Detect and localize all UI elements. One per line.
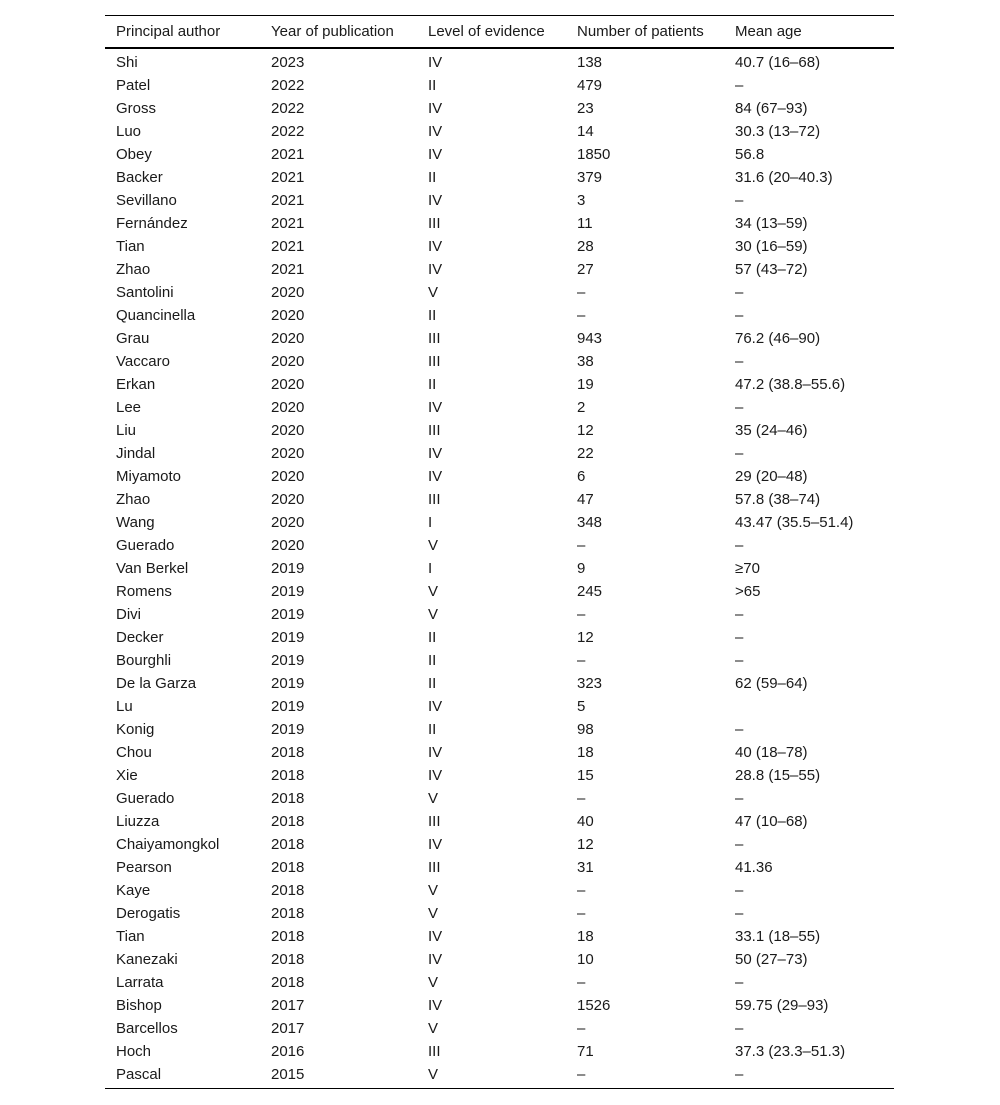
mean-age-cell: 30 (16–59) (735, 238, 808, 255)
author-cell: Gross (116, 100, 157, 117)
year-cell: 2017 (271, 1020, 305, 1037)
evidence-level-cell: IV (428, 54, 443, 71)
table-row (105, 718, 894, 741)
mean-age-cell: 84 (67–93) (735, 100, 808, 117)
mean-age-cell: 76.2 (46–90) (735, 330, 821, 347)
author-cell: Chaiyamongkol (116, 836, 220, 853)
mean-age-cell (724, 695, 894, 718)
mean-age-cell: 37.3 (23.3–51.3) (735, 1043, 846, 1060)
mean-age-cell: – (735, 1020, 744, 1037)
mean-age-cell: – (735, 399, 744, 416)
year-cell: 2020 (271, 307, 305, 324)
evidence-level-cell: V (428, 974, 439, 991)
mean-age-cell: 62 (59–64) (735, 675, 808, 692)
table-row (105, 557, 894, 580)
patients-cell: – (577, 905, 586, 922)
author-cell: Shi (116, 54, 138, 71)
patients-cell: 28 (577, 238, 594, 255)
author-cell: Xie (116, 767, 138, 784)
year-cell: 2015 (271, 1066, 305, 1083)
year-cell: 2021 (271, 169, 305, 186)
mean-age-cell: – (735, 790, 744, 807)
author-cell: Zhao (116, 261, 151, 278)
table-row (105, 971, 894, 994)
year-cell: 2021 (271, 192, 305, 209)
author-cell: Konig (116, 721, 155, 738)
evidence-level-cell: III (428, 353, 441, 370)
author-cell: Guerado (116, 790, 175, 807)
mean-age-cell: 40 (18–78) (735, 744, 808, 761)
patients-cell: 23 (577, 100, 594, 117)
table-row (105, 258, 894, 281)
year-cell: 2020 (271, 376, 305, 393)
evidence-level-cell: IV (428, 767, 443, 784)
table-row (105, 856, 894, 879)
author-cell: Romens (116, 583, 172, 600)
author-cell: Backer (116, 169, 163, 186)
author-cell: Vaccaro (116, 353, 170, 370)
author-cell: Tian (116, 238, 145, 255)
author-cell: Bishop (116, 997, 162, 1014)
mean-age-cell: 56.8 (735, 146, 765, 163)
author-cell: Erkan (116, 376, 156, 393)
evidence-level-cell: II (428, 77, 437, 94)
year-cell: 2018 (271, 951, 305, 968)
evidence-level-cell: IV (428, 192, 443, 209)
patients-cell: 38 (577, 353, 594, 370)
patients-cell: 15 (577, 767, 594, 784)
author-cell: Guerado (116, 537, 175, 554)
evidence-level-cell: III (428, 1043, 441, 1060)
mean-age-cell: – (735, 192, 744, 209)
mean-age-cell: – (735, 307, 744, 324)
evidence-level-cell: III (428, 422, 441, 439)
author-cell: Wang (116, 514, 155, 531)
patients-cell: 943 (577, 330, 603, 347)
evidence-level-cell: IV (428, 997, 443, 1014)
patients-cell: 18 (577, 928, 594, 945)
table-row (105, 488, 894, 511)
author-cell: Patel (116, 77, 151, 94)
mean-age-cell: 35 (24–46) (735, 422, 808, 439)
mean-age-cell: 59.75 (29–93) (735, 997, 829, 1014)
patients-cell: 12 (577, 629, 594, 646)
author-cell: Van Berkel (116, 560, 189, 577)
mean-age-cell: – (735, 284, 744, 301)
evidence-level-cell: III (428, 859, 441, 876)
author-cell: Grau (116, 330, 150, 347)
table-row (105, 212, 894, 235)
table-row (105, 442, 894, 465)
mean-age-cell: – (735, 1066, 744, 1083)
header-year-of-publication: Year of publication (271, 23, 394, 40)
patients-cell: 12 (577, 836, 594, 853)
mean-age-cell: 57 (43–72) (735, 261, 808, 278)
patients-cell: 1850 (577, 146, 611, 163)
author-cell: Lee (116, 399, 142, 416)
year-cell: 2020 (271, 514, 305, 531)
table-row (105, 833, 894, 856)
patients-cell: 40 (577, 813, 594, 830)
patients-cell: 245 (577, 583, 603, 600)
table-row (105, 695, 894, 718)
year-cell: 2020 (271, 491, 305, 508)
year-cell: 2018 (271, 813, 305, 830)
evidence-level-cell: IV (428, 951, 443, 968)
mean-age-cell: – (735, 77, 744, 94)
year-cell: 2018 (271, 744, 305, 761)
patients-cell: 6 (577, 468, 586, 485)
evidence-level-cell: V (428, 905, 439, 922)
table-row (105, 189, 894, 212)
evidence-level-cell: V (428, 606, 439, 623)
evidence-level-cell: IV (428, 261, 443, 278)
author-cell: Quancinella (116, 307, 196, 324)
author-cell: Barcellos (116, 1020, 178, 1037)
mean-age-cell: 33.1 (18–55) (735, 928, 821, 945)
author-cell: Sevillano (116, 192, 177, 209)
table-row (105, 281, 894, 304)
table-row (105, 97, 894, 120)
author-cell: De la Garza (116, 675, 197, 692)
author-cell: Liuzza (116, 813, 160, 830)
author-cell: Miyamoto (116, 468, 182, 485)
table-row (105, 419, 894, 442)
patients-cell: 379 (577, 169, 603, 186)
patients-cell: 10 (577, 951, 594, 968)
mean-age-cell: – (735, 353, 744, 370)
table-row (105, 994, 894, 1017)
evidence-level-cell: IV (428, 698, 443, 715)
year-cell: 2019 (271, 560, 305, 577)
year-cell: 2023 (271, 54, 305, 71)
evidence-level-cell: V (428, 583, 439, 600)
table-row (105, 764, 894, 787)
mean-age-cell: ≥70 (735, 560, 760, 577)
author-cell: Decker (116, 629, 164, 646)
table-row (105, 327, 894, 350)
year-cell: 2019 (271, 675, 305, 692)
year-cell: 2018 (271, 790, 305, 807)
table-row (105, 1040, 894, 1063)
header-mean-age: Mean age (735, 23, 802, 40)
year-cell: 2018 (271, 928, 305, 945)
patients-cell: 9 (577, 560, 586, 577)
patients-cell: 3 (577, 192, 586, 209)
author-cell: Larrata (116, 974, 164, 991)
year-cell: 2018 (271, 974, 305, 991)
author-cell: Lu (116, 698, 133, 715)
patients-cell: 14 (577, 123, 594, 140)
mean-age-cell: >65 (735, 583, 761, 600)
mean-age-cell: – (735, 974, 744, 991)
patients-cell: 19 (577, 376, 594, 393)
mean-age-cell: – (735, 606, 744, 623)
author-cell: Pascal (116, 1066, 162, 1083)
year-cell: 2021 (271, 238, 305, 255)
mean-age-cell: – (735, 629, 744, 646)
table-row (105, 787, 894, 810)
mean-age-cell: – (735, 836, 744, 853)
evidence-level-cell: IV (428, 928, 443, 945)
table-row (105, 511, 894, 534)
patients-cell: 2 (577, 399, 586, 416)
patients-cell: 27 (577, 261, 594, 278)
mean-age-cell: – (735, 445, 744, 462)
patients-cell: 479 (577, 77, 603, 94)
year-cell: 2020 (271, 422, 305, 439)
table-row (105, 534, 894, 557)
table-row (105, 741, 894, 764)
author-cell: Hoch (116, 1043, 152, 1060)
evidence-level-cell: V (428, 537, 439, 554)
evidence-level-cell: IV (428, 468, 443, 485)
year-cell: 2019 (271, 698, 305, 715)
evidence-level-cell: V (428, 882, 439, 899)
year-cell: 2018 (271, 836, 305, 853)
year-cell: 2022 (271, 77, 305, 94)
mean-age-cell: – (735, 652, 744, 669)
patients-cell: – (577, 1066, 586, 1083)
year-cell: 2021 (271, 261, 305, 278)
patients-cell: 71 (577, 1043, 594, 1060)
evidence-level-cell: IV (428, 836, 443, 853)
evidence-level-cell: IV (428, 100, 443, 117)
table-row (105, 396, 894, 419)
evidence-level-cell: IV (428, 238, 443, 255)
author-cell: Pearson (116, 859, 172, 876)
year-cell: 2019 (271, 721, 305, 738)
mean-age-cell: 43.47 (35.5–51.4) (735, 514, 854, 531)
evidence-level-cell: II (428, 652, 437, 669)
table-row (105, 465, 894, 488)
header-principal-author: Principal author (116, 23, 221, 40)
evidence-level-cell: II (428, 307, 437, 324)
author-cell: Kaye (116, 882, 151, 899)
table-row (105, 373, 894, 396)
year-cell: 2020 (271, 284, 305, 301)
mean-age-cell: 47 (10–68) (735, 813, 808, 830)
evidence-level-cell: I (428, 514, 433, 531)
author-cell: Zhao (116, 491, 151, 508)
author-cell: Santolini (116, 284, 174, 301)
year-cell: 2018 (271, 859, 305, 876)
evidence-level-cell: IV (428, 123, 443, 140)
patients-cell: 22 (577, 445, 594, 462)
patients-cell: 348 (577, 514, 603, 531)
year-cell: 2016 (271, 1043, 305, 1060)
mean-age-cell: 29 (20–48) (735, 468, 808, 485)
year-cell: 2019 (271, 606, 305, 623)
table-row (105, 649, 894, 672)
patients-cell: – (577, 652, 586, 669)
evidence-level-cell: IV (428, 744, 443, 761)
table-row (105, 350, 894, 373)
table-row (105, 672, 894, 695)
evidence-level-cell: V (428, 1066, 439, 1083)
year-cell: 2020 (271, 468, 305, 485)
author-cell: Derogatis (116, 905, 181, 922)
evidence-level-cell: IV (428, 146, 443, 163)
patients-cell: – (577, 606, 586, 623)
evidence-level-cell: IV (428, 445, 443, 462)
year-cell: 2022 (271, 123, 305, 140)
patients-cell: 12 (577, 422, 594, 439)
patients-cell: 98 (577, 721, 594, 738)
evidence-level-cell: II (428, 169, 437, 186)
table-row (105, 74, 894, 97)
patients-cell: 5 (577, 698, 586, 715)
evidence-level-cell: I (428, 560, 433, 577)
table-row (105, 810, 894, 833)
table-row (105, 166, 894, 189)
table-row (105, 925, 894, 948)
evidence-level-cell: V (428, 1020, 439, 1037)
author-cell: Divi (116, 606, 141, 623)
mean-age-cell: 30.3 (13–72) (735, 123, 821, 140)
table-row (105, 948, 894, 971)
year-cell: 2019 (271, 629, 305, 646)
table-row (105, 1017, 894, 1040)
evidence-level-cell: V (428, 790, 439, 807)
year-cell: 2021 (271, 146, 305, 163)
year-cell: 2022 (271, 100, 305, 117)
evidence-level-cell: II (428, 376, 437, 393)
patients-cell: – (577, 284, 586, 301)
patients-cell: – (577, 307, 586, 324)
table-row (105, 143, 894, 166)
year-cell: 2019 (271, 652, 305, 669)
evidence-level-cell: IV (428, 399, 443, 416)
mean-age-cell: 50 (27–73) (735, 951, 808, 968)
studies-table (105, 15, 894, 1089)
patients-cell: – (577, 1020, 586, 1037)
table-row (105, 603, 894, 626)
year-cell: 2017 (271, 997, 305, 1014)
year-cell: 2018 (271, 882, 305, 899)
patients-cell: – (577, 974, 586, 991)
patients-cell: 31 (577, 859, 594, 876)
mean-age-cell: 34 (13–59) (735, 215, 808, 232)
evidence-level-cell: III (428, 215, 441, 232)
patients-cell: 1526 (577, 997, 611, 1014)
patients-cell: 138 (577, 54, 603, 71)
table-row (105, 120, 894, 143)
mean-age-cell: – (735, 721, 744, 738)
author-cell: Jindal (116, 445, 156, 462)
mean-age-cell: 31.6 (20–40.3) (735, 169, 833, 186)
patients-cell: 323 (577, 675, 603, 692)
table-row (105, 879, 894, 902)
author-cell: Tian (116, 928, 145, 945)
author-cell: Fernández (116, 215, 188, 232)
year-cell: 2018 (271, 905, 305, 922)
patients-cell: – (577, 790, 586, 807)
table-row (105, 48, 894, 74)
header-number-of-patients: Number of patients (577, 23, 704, 40)
year-cell: 2019 (271, 583, 305, 600)
mean-age-cell: 40.7 (16–68) (735, 54, 821, 71)
author-cell: Obey (116, 146, 152, 163)
evidence-level-cell: III (428, 330, 441, 347)
patients-cell: 47 (577, 491, 594, 508)
author-cell: Chou (116, 744, 152, 761)
year-cell: 2020 (271, 399, 305, 416)
mean-age-cell: – (735, 882, 744, 899)
year-cell: 2020 (271, 537, 305, 554)
table-row (105, 626, 894, 649)
year-cell: 2020 (271, 353, 305, 370)
mean-age-cell: 28.8 (15–55) (735, 767, 821, 784)
year-cell: 2021 (271, 215, 305, 232)
patients-cell: 18 (577, 744, 594, 761)
mean-age-cell: 41.36 (735, 859, 773, 876)
author-cell: Liu (116, 422, 137, 439)
patients-cell: 11 (577, 215, 593, 232)
table-row (105, 1063, 894, 1089)
author-cell: Bourghli (116, 652, 172, 669)
table-header-row (105, 16, 894, 49)
year-cell: 2018 (271, 767, 305, 784)
evidence-level-cell: II (428, 721, 437, 738)
evidence-level-cell: II (428, 675, 437, 692)
evidence-level-cell: III (428, 813, 441, 830)
header-level-of-evidence: Level of evidence (428, 23, 545, 40)
table-body (105, 48, 894, 1089)
patients-cell: – (577, 882, 586, 899)
table-row (105, 235, 894, 258)
mean-age-cell: – (735, 537, 744, 554)
evidence-level-cell: III (428, 491, 441, 508)
patients-cell: – (577, 537, 586, 554)
table-row (105, 902, 894, 925)
mean-age-cell: 47.2 (38.8–55.6) (735, 376, 846, 393)
table-row (105, 580, 894, 603)
mean-age-cell: 57.8 (38–74) (735, 491, 821, 508)
evidence-level-cell: V (428, 284, 439, 301)
mean-age-cell: – (735, 905, 744, 922)
author-cell: Kanezaki (116, 951, 178, 968)
evidence-level-cell: II (428, 629, 437, 646)
year-cell: 2020 (271, 445, 305, 462)
table-row (105, 304, 894, 327)
author-cell: Luo (116, 123, 142, 140)
year-cell: 2020 (271, 330, 305, 347)
studies-table-container (105, 15, 894, 1089)
